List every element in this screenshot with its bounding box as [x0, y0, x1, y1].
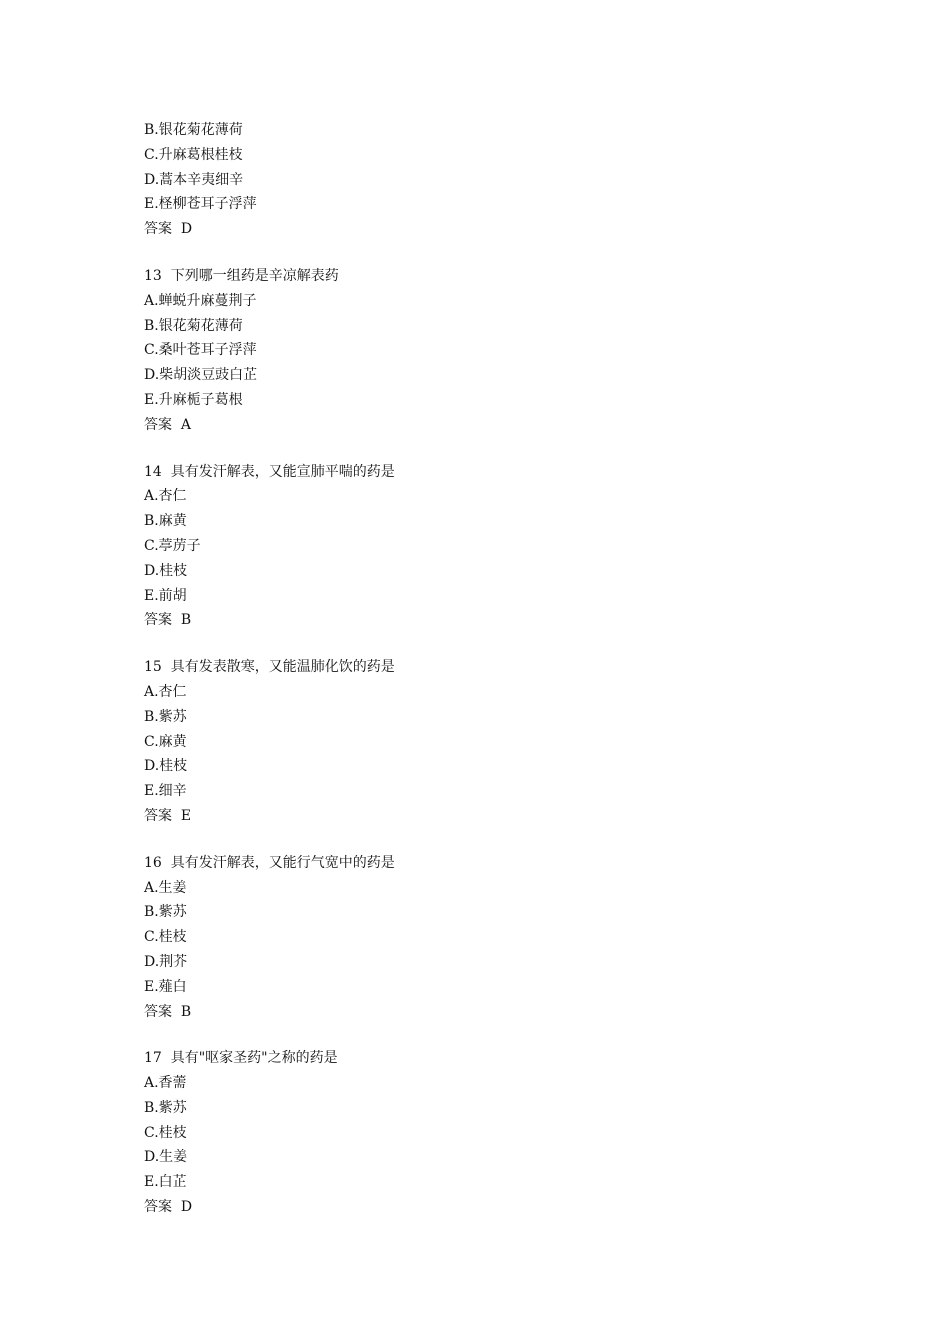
- spacer: [144, 1024, 864, 1046]
- option-d: D.生姜: [144, 1149, 188, 1166]
- option-b: B.麻黄: [144, 513, 187, 530]
- question-stem: 14 具有发汗解表，又能宣肺平喘的药是: [144, 463, 395, 480]
- spacer: [144, 633, 864, 655]
- answer-line: 答案 A: [144, 416, 192, 433]
- document-page: [144, 118, 864, 1220]
- spacer: [144, 829, 864, 851]
- option-c: C.升麻葛根桂枝: [144, 146, 243, 163]
- option-d: D.蒿本辛夷细辛: [144, 171, 244, 188]
- answer-line: 答案 E: [144, 807, 192, 824]
- question-15: [144, 655, 864, 829]
- option-c: C.葶苈子: [144, 537, 201, 554]
- option-e: E.前胡: [144, 587, 187, 604]
- option-a: A.生姜: [144, 879, 187, 896]
- option-d: D.桂枝: [144, 562, 188, 579]
- option-a: A.杏仁: [144, 488, 187, 505]
- question-12-continuation: [144, 118, 864, 242]
- answer-line: 答案 D: [144, 221, 193, 238]
- answer-line: 答案 B: [144, 612, 192, 629]
- option-c: C.桑叶苍耳子浮萍: [144, 342, 257, 359]
- question-17: [144, 1046, 864, 1220]
- question-stem: 17 具有"呕家圣药"之称的药是: [144, 1050, 338, 1067]
- option-d: D.桂枝: [144, 758, 188, 775]
- option-b: B.银花菊花薄荷: [144, 317, 243, 334]
- option-b: B.银花菊花薄荷: [144, 122, 243, 138]
- option-e: E.柽柳苍耳子浮萍: [144, 196, 257, 213]
- option-c: C.麻黄: [144, 733, 187, 750]
- question-stem: 15 具有发表散寒，又能温肺化饮的药是: [144, 659, 395, 676]
- option-c: C.桂枝: [144, 929, 187, 946]
- spacer: [144, 438, 864, 460]
- question-14: [144, 460, 864, 634]
- question-13: [144, 264, 864, 438]
- option-d: D.柴胡淡豆豉白芷: [144, 367, 258, 384]
- option-a: A.蝉蜕升麻蔓荆子: [144, 292, 257, 309]
- spacer: [144, 242, 864, 264]
- option-b: B.紫苏: [144, 1099, 187, 1116]
- option-c: C.桂枝: [144, 1124, 187, 1141]
- answer-line: 答案 D: [144, 1199, 193, 1216]
- option-e: E.薤白: [144, 978, 187, 995]
- option-b: B.紫苏: [144, 708, 187, 725]
- option-e: E.升麻栀子葛根: [144, 391, 243, 408]
- question-16: [144, 851, 864, 1025]
- option-d: D.荆芥: [144, 953, 188, 970]
- question-stem: 16 具有发汗解表，又能行气宽中的药是: [144, 854, 395, 871]
- option-b: B.紫苏: [144, 904, 187, 921]
- question-stem: 13 下列哪一组药是辛凉解表药: [144, 267, 339, 284]
- option-a: A.杏仁: [144, 683, 187, 700]
- option-e: E.细辛: [144, 783, 187, 800]
- option-e: E.白芷: [144, 1174, 187, 1191]
- option-a: A.香薷: [144, 1075, 187, 1092]
- answer-line: 答案 B: [144, 1003, 192, 1020]
